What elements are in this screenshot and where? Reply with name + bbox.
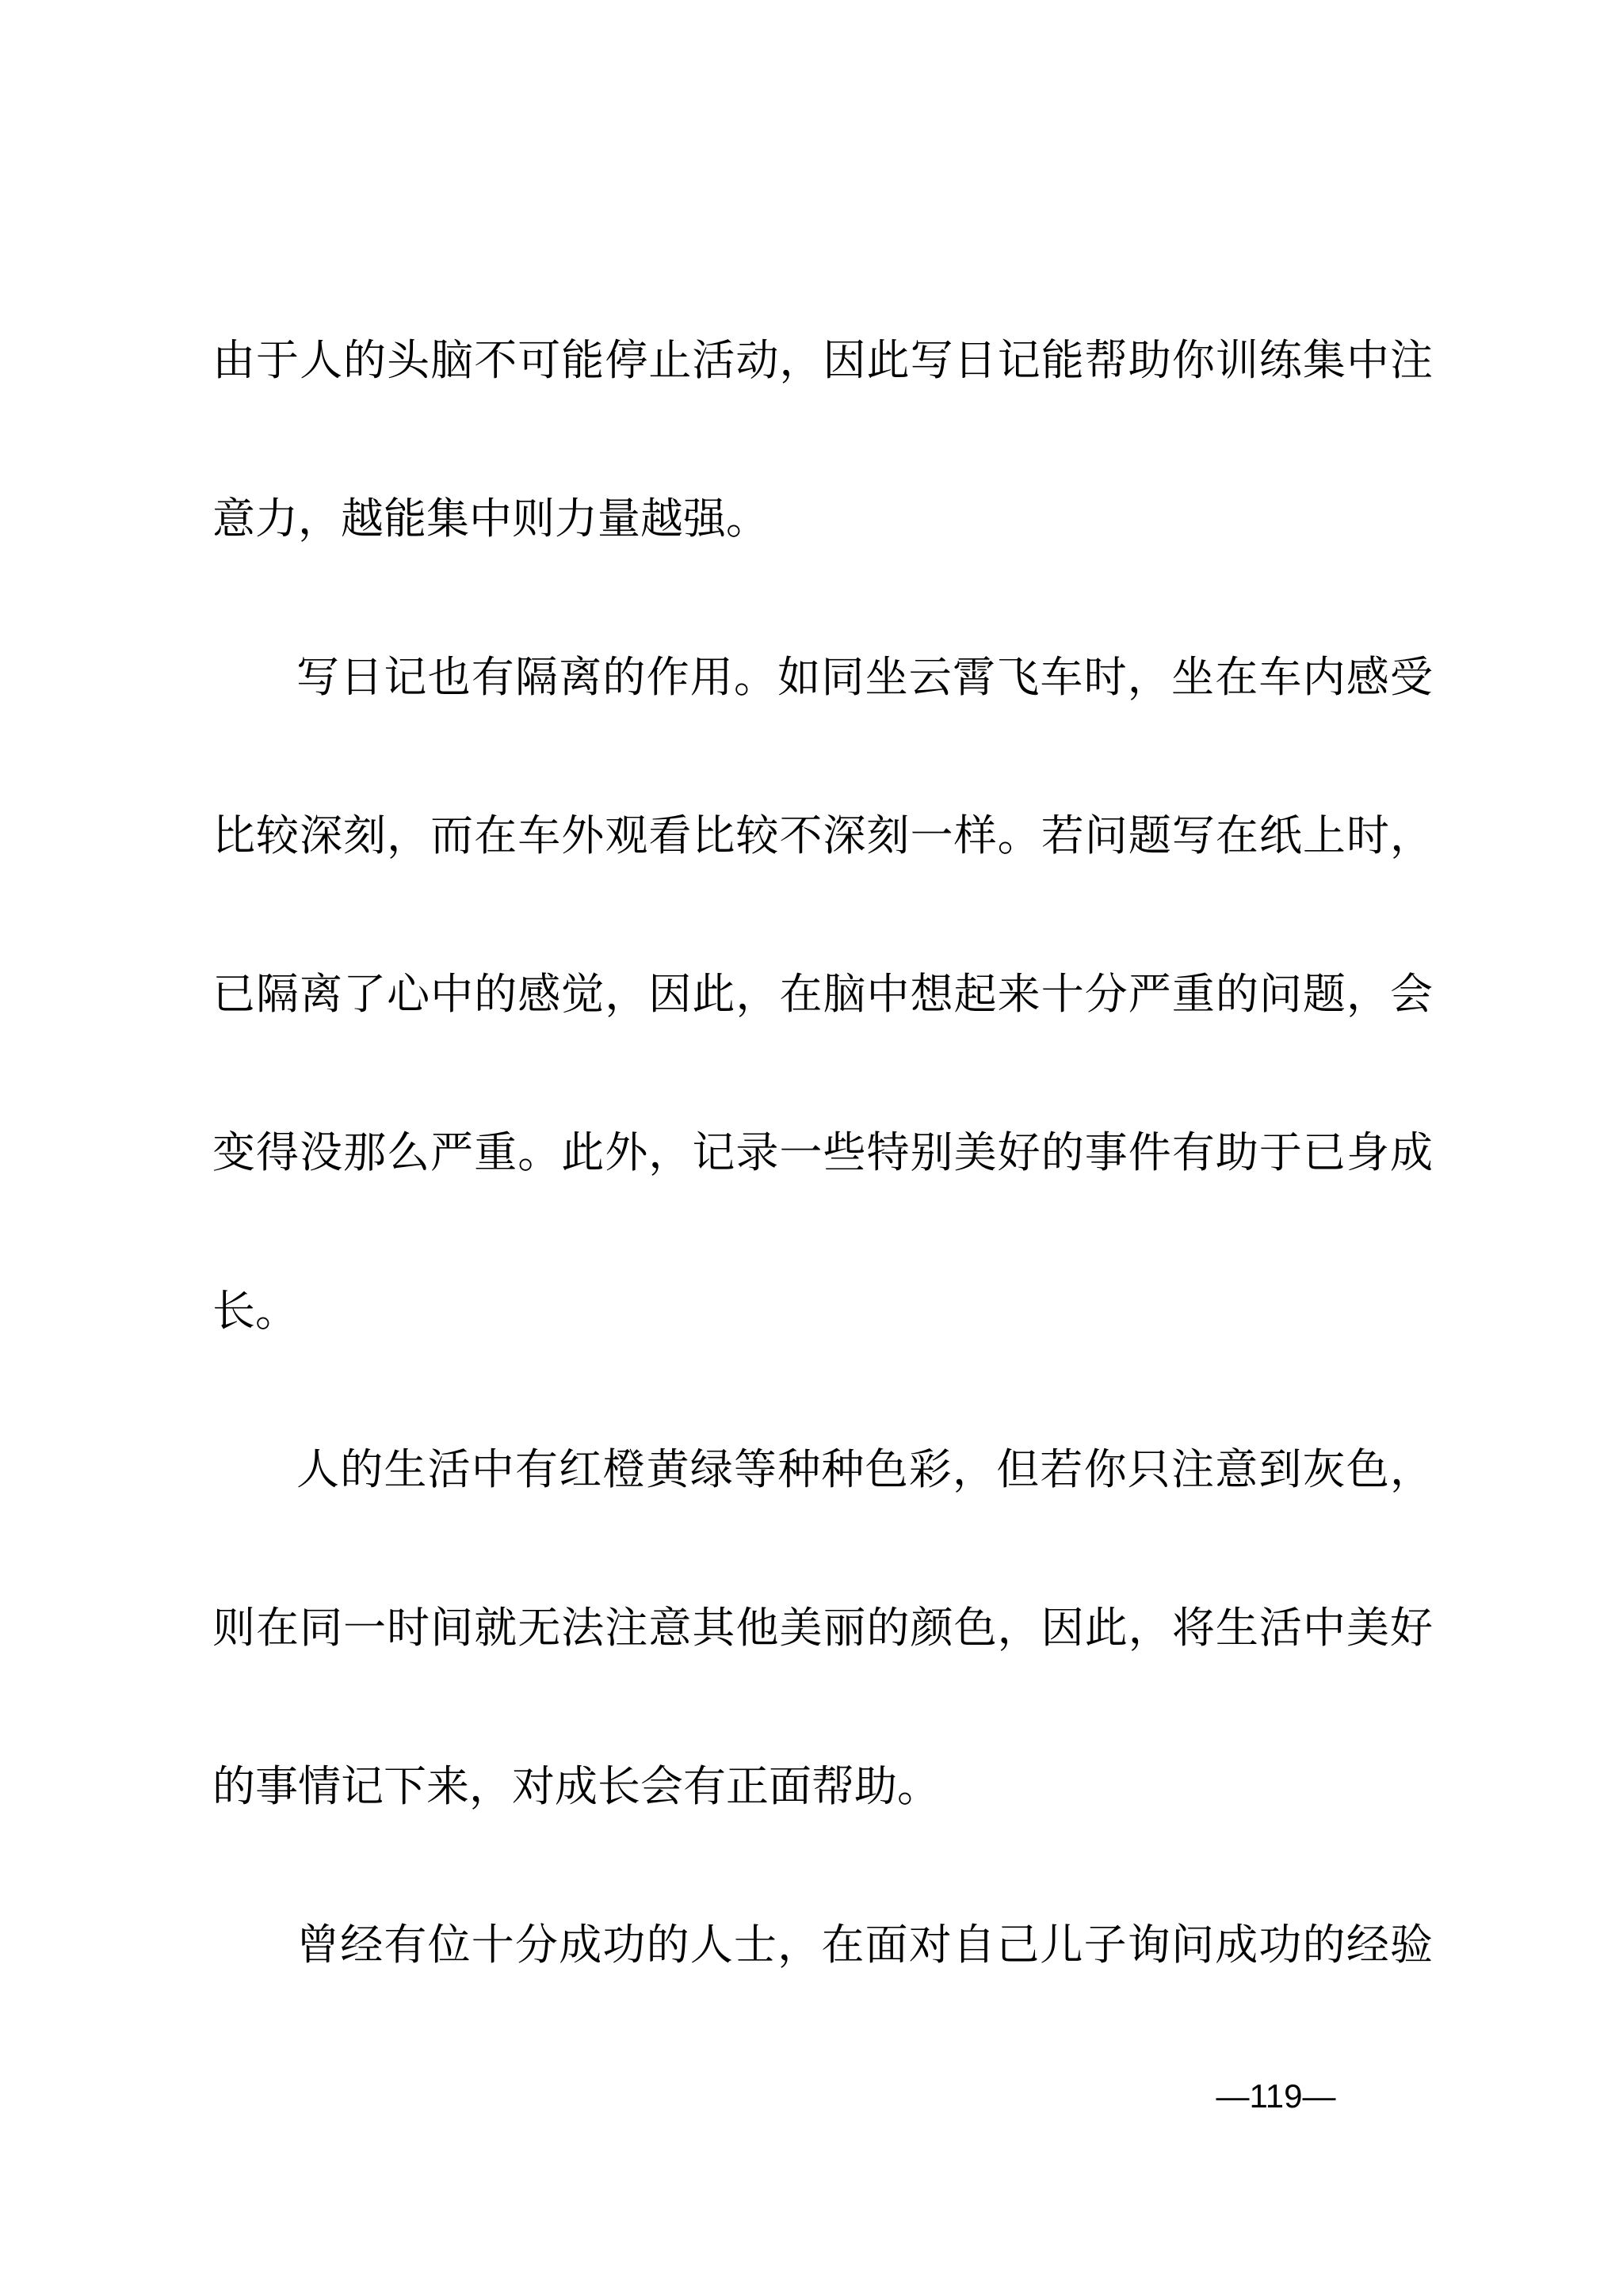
text-line: 已隔离了心中的感觉，因此，在脑中想起来十分严重的问题，会	[212, 969, 1433, 1019]
paragraph-first-line: 写日记也有隔离的作用。如同坐云霄飞车时，坐在车内感受	[296, 652, 1433, 702]
text-line: 由于人的头脑不可能停止活动，因此写日记能帮助你训练集中注	[212, 335, 1433, 385]
paragraph-first-line: 人的生活中有红橙黄绿等种种色彩，但若你只注意到灰色，	[296, 1444, 1433, 1494]
text-line: 比较深刻，而在车外观看比较不深刻一样。若问题写在纸上时，	[212, 810, 1433, 860]
text-line: 变得没那么严重。此外，记录一些特别美好的事件有助于已身成	[212, 1127, 1433, 1177]
text-line: 长。	[212, 1286, 298, 1336]
text-line: 的事情记下来，对成长会有正面帮助。	[212, 1761, 940, 1811]
text-line: 则在同一时间就无法注意其他美丽的颜色，因此，将生活中美好	[212, 1603, 1433, 1653]
page-number: —119—	[1216, 2077, 1336, 2115]
paragraph-first-line: 曾经有位十分成功的人士，在面对自己儿子询问成功的经验	[296, 1920, 1433, 1970]
text-line: 意力，越能集中则力量越强。	[212, 494, 769, 543]
